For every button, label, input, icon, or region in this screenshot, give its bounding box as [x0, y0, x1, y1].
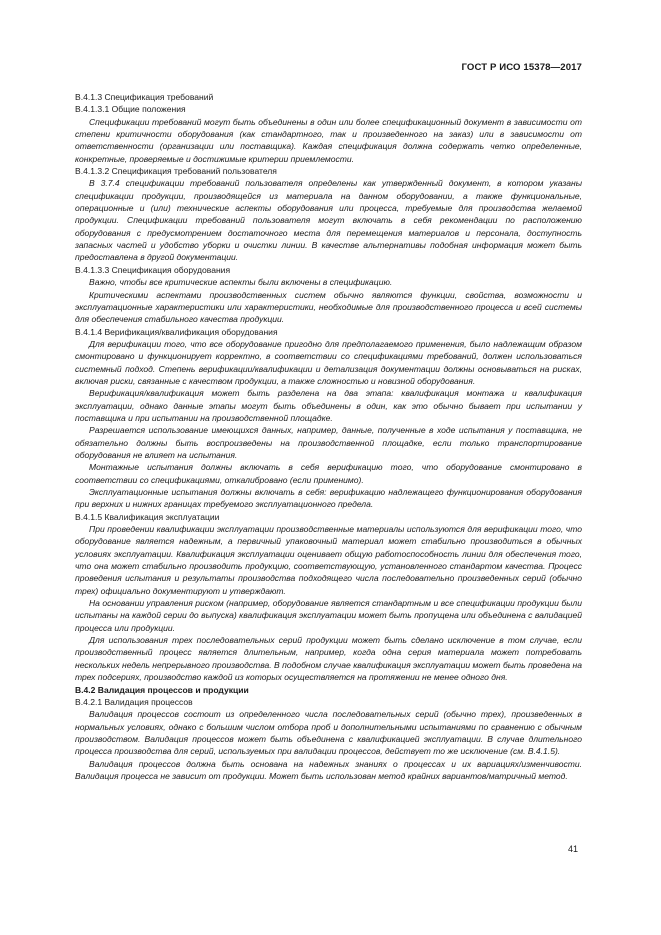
- body-paragraph: На основании управления риском (например, оборудование является стандартным и все спецификации продукции были испытаны на каждой серии до выпуска) квалификация эксплуатации может быть пропущена или объединена с валидацией процесса или продукции.: [75, 598, 582, 633]
- section-heading: В.4.2.1 Валидация процессов: [75, 696, 193, 707]
- body-paragraph: Монтажные испытания должны включать в себя верификацию того, что оборудование смонтировано в соответствии со спецификациями, откалибровано (если применимо).: [75, 462, 582, 485]
- section-heading: В.4.1.5 Квалификация эксплуатации: [75, 511, 220, 522]
- body-paragraph: Валидация процессов состоит из определенного числа последовательных серий (обычно трех), произведенных в нормальных условиях, однако с большим числом отбора проб и дополнительными испытаниями по сравнению с обычным производством. Валидация процессов может быть объединена с квалификацией эксплуатации. В случае длительного процесса производства для серий, используемых при валидации процессов, действует то же исключение (см. В.4.1.5).: [75, 709, 582, 757]
- body-paragraph: Верификация/квалификация может быть разделена на два этапа: квалификация монтажа и квалификация эксплуатации, однако данные этапы могут быть объединены в один, как это обычно бывает при испытании у поставщика и при испытании на производственной площадке.: [75, 388, 582, 423]
- page-number: 41: [567, 844, 578, 854]
- body-paragraph: Спецификации требований могут быть объединены в один или более спецификационный документ в зависимости от степени критичности оборудования (как стандартного, так и произведенного на заказ) или в зависимости от ответственности (организации или поставщика). Каждая спецификация должна содержать четко определенные, конкретные, проверяемые и достижимые критерии приемлемости.: [75, 116, 582, 164]
- document-body: [75, 91, 582, 782]
- body-paragraph: Критическими аспектами производственных систем обычно являются функции, свойства, возможности и эксплуатационные характеристики или характеристики, необходимые для производственного процесса и всей системы для обеспечения стабильного качества продукции.: [75, 289, 582, 325]
- section-heading: В.4.2 Валидация процессов и продукции: [75, 684, 249, 695]
- body-paragraph: В 3.7.4 спецификации требований пользователя определены как утвержденный документ, в котором указаны спецификации продукции, производящейся из материала на данном оборудовании, а также функциональные, операционные и (или) технические аспекты оборудования или процесса, требуемые для производства желаемой продукции. Спецификации требований пользователя могут включать в себя рекомендации по расположению оборудования с предусмотрением достаточного места для перемещения материалов и персонала, доступность запасных частей и удобство уборки и очистки линии. В качестве альтернативы подобная информация может быть предоставлена в другой документации.: [75, 178, 582, 263]
- body-paragraph: Разрешается использование имеющихся данных, например, данные, полученные в ходе испытания у поставщика, не обязательно должны быть воспроизведены на производственной площадке, если только транспортирование оборудования не влияет на испытания.: [75, 425, 582, 460]
- document-id-header: ГОСТ Р ИСО 15378—2017: [461, 62, 582, 73]
- section-heading: В.4.1.4 Верификация/квалификация оборудования: [75, 326, 278, 337]
- section-heading: В.4.1.3.3 Спецификация оборудования: [75, 264, 231, 275]
- body-paragraph: Важно, чтобы все критические аспекты были включены в спецификацию.: [89, 277, 393, 288]
- body-paragraph: Для использования трех последовательных серий продукции может быть сделано исключение в том случае, если производственный процесс является длительным, например, когда одна серия материала может потребовать нескольких недель непрерывного производства. В подобном случае квалификация эксплуатации может быть проведена на трех подсериях, производство каждой из которых осуществляется на протяжении не менее одного дня.: [75, 635, 582, 683]
- section-heading: В.4.1.3.1 Общие положения: [75, 104, 186, 115]
- body-paragraph: Эксплуатационные испытания должны включать в себя: верификацию надлежащего функционирования оборудования при верхних и нижних границах требуемого эксплуатационного предела.: [75, 487, 582, 510]
- section-heading: В.4.1.3.2 Спецификация требований пользователя: [75, 166, 277, 177]
- body-paragraph: Для верификации того, что все оборудование пригодно для предполагаемого применения, было надлежащим образом смонтировано и функционирует корректно, в соответствии со спецификациями требований, должен использоваться системный подход. Степень верификации/квалификации и детализация документации должны основываться на рисках, включая риски, связанные с качеством продукции, а также сложностью и новизной оборудования.: [75, 338, 582, 386]
- body-paragraph: При проведении квалификации эксплуатации производственные материалы используются для верификации того, что оборудование является надежным, а первичный упаковочный материал может стабильно производиться в обычных условиях эксплуатации. Квалификация эксплуатации оценивает общую работоспособность линии для обеспечения того, что она может стабильно производить продукцию, соответствующую, установленного стандартом качества. Процесс проведения испытания и результаты производства подходящего числа последовательно произведенных серий (обычно трех) официально документируют и утверждают.: [75, 524, 582, 596]
- section-heading: В.4.1.3 Спецификация требований: [75, 92, 214, 102]
- body-paragraph: Валидация процессов должна быть основана на надежных знаниях о процессах и их вариациях/изменчивости. Валидация процесса не зависит от продукции. Может быть использован метод крайних вариантов/матричный метод.: [75, 758, 582, 781]
